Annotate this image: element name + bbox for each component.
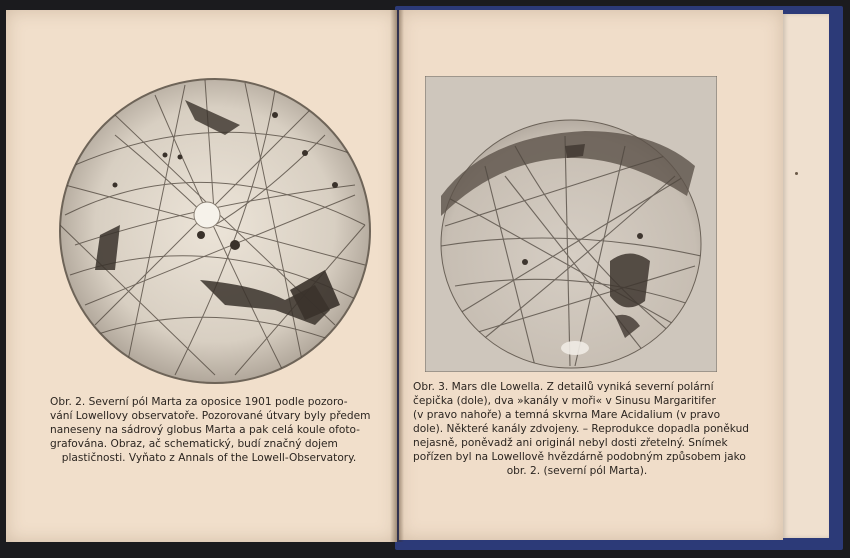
caption-line: naneseny na sádrový globus Marta a pak celá koule ofoto- [50,424,360,436]
figure-3-caption [413,380,750,478]
caption-line: Obr. 3. Mars dle Lowella. Z detailů vyniká severní polární [413,381,714,393]
mars-lowell-globe-photo [425,76,717,372]
figure-2-caption [50,395,371,465]
mars-north-pole-globe-illustration [55,75,375,387]
caption-line: dole). Některé kanály zdvojeny. – Reprodukce dopadla poněkud [413,423,750,435]
caption-line: čepička (dole), dva »kanály v moři« v Sinusu Margaritifer [413,395,716,407]
caption-line: (v pravo nahoře) a temná skvrna Mare Acidalium (v pravo [413,409,721,421]
caption-line: nejasně, poněvadž ani originál nebyl dosti zřetelný. Snímek [413,437,728,449]
caption-line: grafována. Obraz, ač schematický, budí značný dojem [50,438,338,450]
caption-line: pořízen byl na Lowellově hvězdárně podobným způsobem jako [413,451,746,463]
caption-line: obr. 2. (severní pól Marta). [506,465,648,477]
caption-line: Obr. 2. Severní pól Marta za oposice 1901 podle pozoro- [50,396,348,408]
book-gutter [390,10,404,542]
page-stack-edge [783,14,829,538]
paper-speck [795,172,798,175]
caption-line: vání Lowellovy observatoře. Pozorované útvary byly předem [50,410,371,422]
caption-line: plastičnosti. Vyňato z Annals of the Lowell-Observatory. [61,452,357,464]
